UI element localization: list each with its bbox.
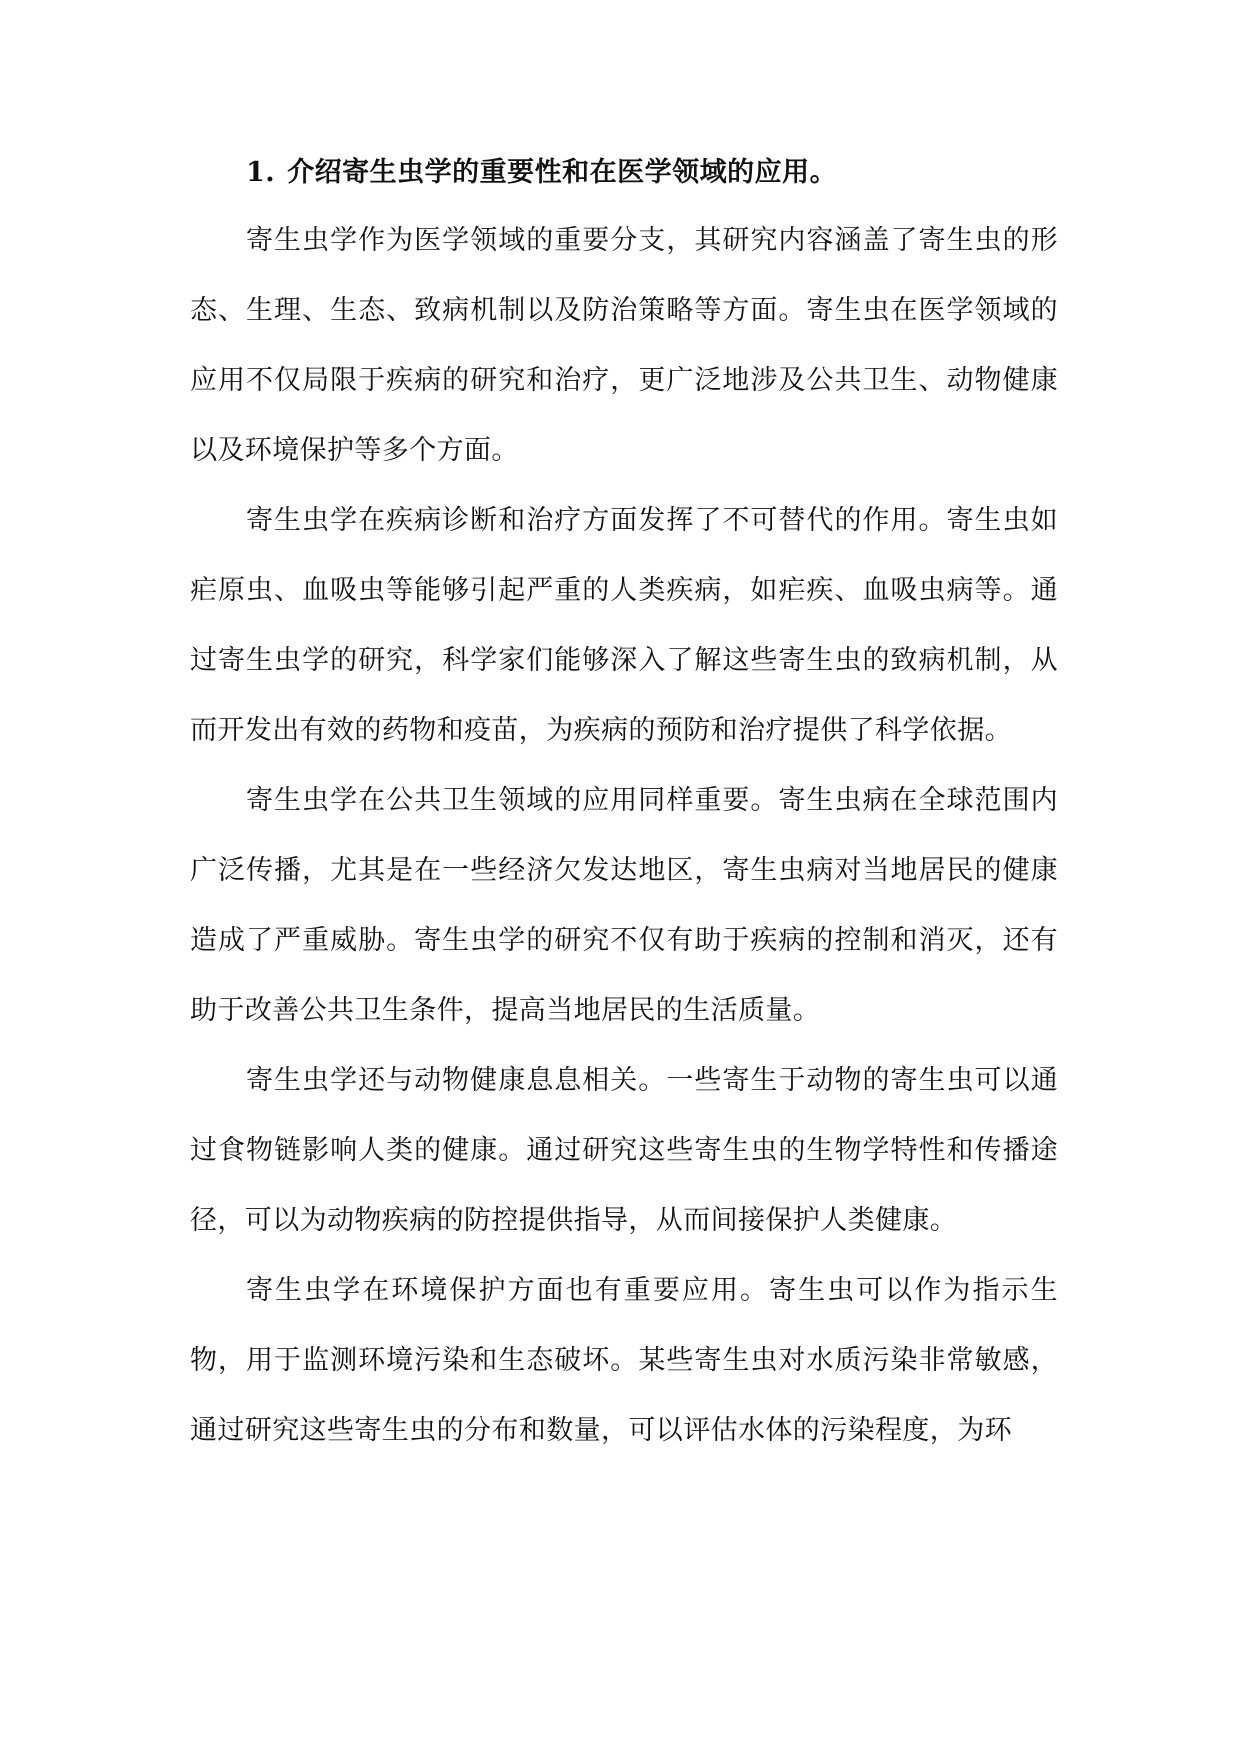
section-title: 介绍寄生虫学的重要性和在医学领域的应用。 — [287, 157, 838, 188]
paragraph-diagnosis-treatment: 寄生虫学在疾病诊断和治疗方面发挥了不可替代的作用。寄生虫如疟原虫、血吸虫等能够引起严重的人类疾病，如疟疾、血吸虫病等。通过寄生虫学的研究，科学家们能够深入了解这些寄生虫的致病机制，从而开发出有效的药物和疫苗，为疾病的预防和治疗提供了科学依据。 — [190, 505, 1058, 746]
paragraph-animal-health: 寄生虫学还与动物健康息息相关。一些寄生于动物的寄生虫可以通过食物链影响人类的健康。通过研究这些寄生虫的生物学特性和传播途径，可以为动物疾病的防控提供指导，从而间接保护人类健康。 — [190, 1065, 1058, 1236]
paragraph-intro: 寄生虫学作为医学领域的重要分支，其研究内容涵盖了寄生虫的形态、生理、生态、致病机制以及防治策略等方面。寄生虫在医学领域的应用不仅局限于疾病的研究和治疗，更广泛地涉及公共卫生、动物健康以及环境保护等多个方面。 — [190, 225, 1058, 466]
paragraph-environment: 寄生虫学在环境保护方面也有重要应用。寄生虫可以作为指示生物，用于监测环境污染和生态破坏。某些寄生虫对水质污染非常敏感，通过研究这些寄生虫的分布和数量，可以评估水体的污染程度，为环 — [190, 1275, 1058, 1446]
section-number: 1. — [246, 157, 276, 188]
paragraph-public-health: 寄生虫学在公共卫生领域的应用同样重要。寄生虫病在全球范围内广泛传播，尤其是在一些经济欠发达地区，寄生虫病对当地居民的健康造成了严重威胁。寄生虫学的研究不仅有助于疾病的控制和消灭，还有助于改善公共卫生条件，提高当地居民的生活质量。 — [190, 785, 1058, 1026]
document-body — [190, 140, 1058, 1466]
section-heading — [190, 140, 1058, 206]
